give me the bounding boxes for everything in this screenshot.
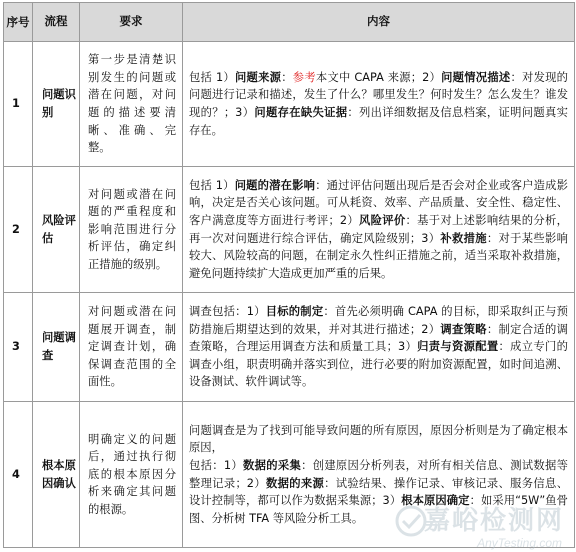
content-text: 包括 1）: [189, 178, 235, 192]
table-row: [4, 293, 575, 402]
header-requirement: 要求: [80, 3, 183, 42]
row-seq: 1: [4, 42, 33, 167]
content-text: ：创建原因分析列表，对所有相关信息、测试数据等整理记录；2）: [189, 458, 568, 490]
content-keyword: 问题情况描述: [441, 70, 511, 84]
content-keyword: 数据的采集: [242, 458, 302, 472]
content-text: ：基于对上述影响结果的分析，再一次对问题进行综合评估，确定风险级别；3）: [189, 213, 568, 245]
content-keyword: 根本原因确定: [401, 494, 470, 508]
content-keyword: 风险评价: [358, 213, 406, 227]
header-process: 流程: [33, 3, 80, 42]
content-keyword: 目标的制定: [265, 305, 324, 319]
content-text: ：对发现的问题进行记录和描述，发生了什么？哪里发生？何时发生？怎么发生？谁发现的？；3）: [189, 70, 568, 119]
content-keyword: 问题的潜在影响: [234, 178, 316, 192]
header-content: 内容: [183, 3, 575, 42]
content-text: ：试验结果、操作记录、审核记录、服务信息、设计控制等，都可以作为数据采集源；3）: [189, 476, 568, 508]
content-text: ：通过评估问题出现后是否会对企业或客户造成影响，决定是否关心该问题。可从耗资、效率、产品质量、安全性、稳定性、客户满意度等方面进行考评；2）: [189, 178, 568, 227]
row-requirement: 第一步是清楚识别发生的问题或潜在问题，对问题的描述要清晰、准确、完整。: [80, 42, 183, 167]
row-process: 问题调查: [33, 293, 80, 402]
content-text: ：成立专门的调查小组，职责明确并落实到位，进行必要的附加资源配置，如时间追溯、设备测试、软件调试等。: [189, 340, 568, 389]
content-highlight: 参考: [292, 70, 316, 84]
capa-process-table: [3, 2, 575, 548]
row-seq: 2: [4, 167, 33, 293]
content-text: 包括：1）: [189, 458, 243, 472]
row-process: 根本原因确认: [33, 402, 80, 548]
content-text: 本文中 CAPA 来源；2）: [315, 70, 442, 84]
table-row: [4, 167, 575, 293]
row-process: 问题识别: [33, 42, 80, 167]
watermark-text-cn: 嘉峪检测网: [423, 506, 564, 536]
content-text: ：列出详细数据及信息档案，证明问题真实存在。: [189, 106, 568, 137]
content-text: 调查包括：1）: [189, 305, 266, 319]
row-requirement: 对问题或潜在问题展开调查，制定调查计划，确保调查范围的全面性。: [80, 293, 183, 402]
content-keyword: 数据的来源: [265, 476, 325, 490]
content-text: ：制定合适的调查策略，合理运用调查方法和质量工具；3）: [189, 322, 568, 354]
content-text: ：如采用“5W”鱼骨图、分析树 TFA 等风险分析工具。: [189, 494, 568, 525]
table-header-row: [4, 3, 575, 42]
content-keyword: 问题存在缺失证据: [254, 106, 348, 119]
header-seq: 序号: [4, 3, 33, 42]
content-text: 包括 1）: [189, 70, 235, 84]
row-requirement: 对问题或潜在问题的严重程度和影响范围进行分析评估，确定纠正措施的级别。: [80, 167, 183, 293]
row-seq: 4: [4, 402, 33, 548]
table-row: [4, 402, 575, 548]
watermark-text-en: AnyTesting.com: [477, 536, 562, 550]
content-keyword: 问题来源: [234, 70, 282, 84]
content-text: ：: [281, 70, 293, 84]
content-keyword: 补救措施: [440, 231, 487, 245]
table-row: [4, 42, 575, 167]
content-text: ：对于某些影响较大、风险较高的问题，在制定永久性纠正措施之前，适当采取补救措施，避免问题持续扩大造成更加严重的后果。: [189, 231, 568, 280]
row-content: [183, 293, 575, 402]
content-keyword: 归责与资源配置: [417, 340, 499, 354]
content-keyword: 调查策略: [440, 322, 487, 336]
content-text: ：首先必须明确 CAPA 的目标，即采取纠正与预防措施后期望达到的效果，并对其进行描述；2）: [189, 305, 568, 336]
row-content: [183, 167, 575, 293]
row-process: 风险评估: [33, 167, 80, 293]
row-content: [183, 402, 575, 548]
row-content: [183, 42, 575, 167]
row-requirement: 明确定义的问题后，通过执行彻底的根本原因分析来确定其问题的根源。: [80, 402, 183, 548]
row-seq: 3: [4, 293, 33, 402]
content-text: 问题调查是为了找到可能导致问题的所有原因，原因分析则是为了确定根本原因，: [189, 423, 568, 455]
